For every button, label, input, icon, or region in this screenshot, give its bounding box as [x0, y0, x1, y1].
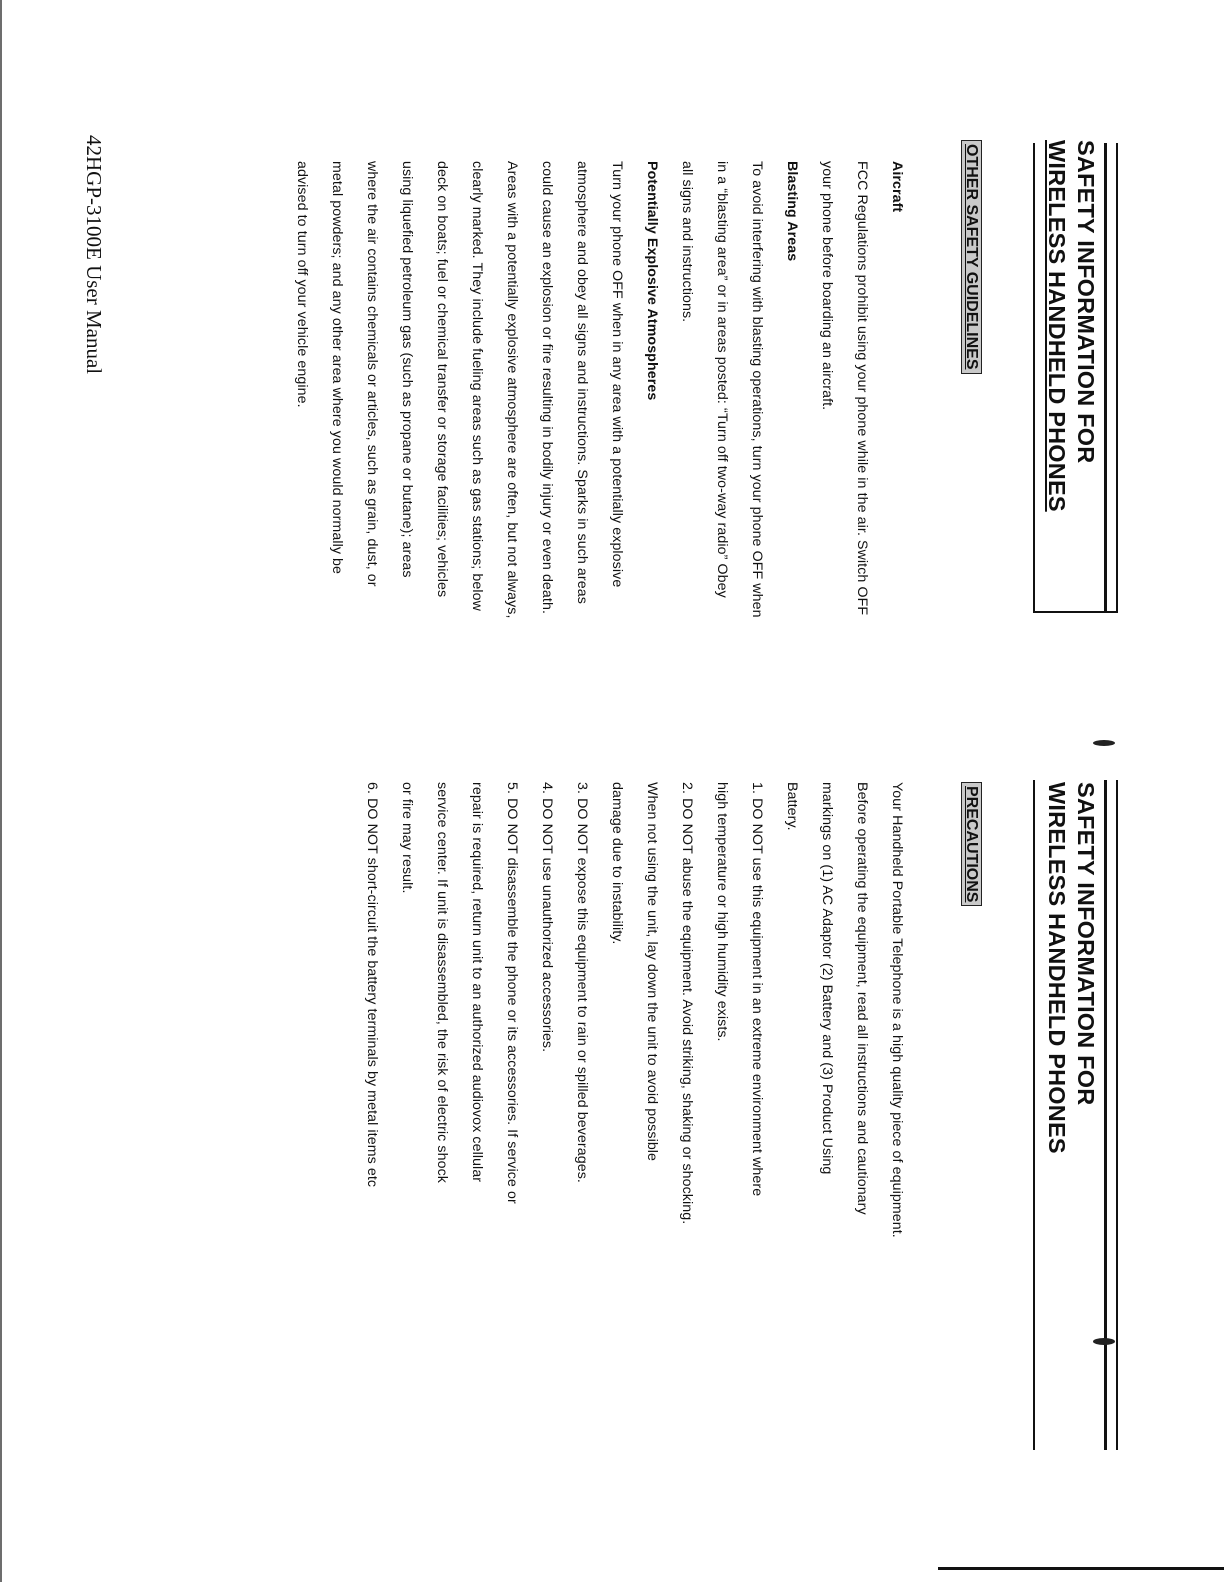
header-rule-thin-left	[1116, 143, 1118, 613]
header-rule-thick-left	[1104, 143, 1107, 613]
body-line: Areas with a potentially explosive atmosphere are often, but not always,	[504, 161, 520, 619]
scan-speck	[1093, 1338, 1115, 1345]
body-line: or fire may result.	[399, 782, 415, 894]
body-line: metal powders; and any other area where you would normally be	[329, 161, 345, 575]
body-line: deck on boats; fuel or chemical transfer or storage facilities; vehicles	[434, 161, 450, 598]
header-rule-inner-right	[1033, 780, 1035, 1450]
body-line: service center. If unit is disassembled, the risk of electric shock	[434, 782, 450, 1183]
heading-aircraft: Aircraft	[889, 161, 905, 213]
body-line: all signs and instructions.	[679, 161, 695, 323]
precaution-item: 3. DO NOT expose this equipment to rain or spilled beverages.	[574, 782, 590, 1183]
body-line: using liquefied petroleum gas (such as propane or butane); areas	[399, 161, 415, 578]
body-line: Before operating the equipment, read all instructions and cautionary	[854, 782, 870, 1215]
header-rule-thin-right	[1116, 780, 1118, 1450]
left-title-line-1: SAFETY INFORMATION FOR	[1073, 140, 1099, 464]
precaution-item: 4. DO NOT use unauthorized accessories.	[539, 782, 555, 1053]
left-title-line-2: WIRELESS HANDHELD PHONES	[1044, 140, 1070, 512]
body-line: in a “blasting area” or in areas posted: “Turn off two-way radio” Obey	[714, 161, 730, 598]
precaution-item: 6. DO NOT short-circuit the battery terminals by metal items etc	[364, 782, 380, 1188]
scan-edge-line	[0, 0, 2, 1582]
left-body-text	[284, 161, 914, 619]
body-line: To avoid interfering with blasting operations, turn your phone OFF when	[749, 161, 765, 618]
precaution-item: 1. DO NOT use this equipment in an extreme environment where	[749, 782, 765, 1197]
footer-manual-title: 42HGP-3100E User Manual	[82, 135, 106, 375]
right-title-line-2: WIRELESS HANDHELD PHONES	[1044, 782, 1070, 1154]
body-line: Your Handheld Portable Telephone is a high quality piece of equipment.	[889, 782, 905, 1238]
header-rule-inner-left	[1033, 143, 1035, 613]
body-line: Battery.	[784, 782, 800, 831]
left-page-title	[1042, 140, 1100, 512]
header-rule-thick-right	[1104, 780, 1107, 1450]
body-line: FCC Regulations prohibit using your phone while in the air. Switch OFF	[854, 161, 870, 616]
body-line: advised to turn off your vehicle engine.	[294, 161, 310, 408]
body-line: high temperature or high humidity exists.	[714, 782, 730, 1042]
right-page-title	[1042, 782, 1100, 1154]
body-line: repair is required, return unit to an authorized audiovox cellular	[469, 782, 485, 1183]
body-line: could cause an explosion or fire resulting in bodily injury or even death.	[539, 161, 555, 614]
right-section-heading	[961, 782, 982, 906]
body-line: When not using the unit, lay down the unit to avoid possible	[644, 782, 660, 1162]
precaution-item: 2. DO NOT abuse the equipment. Avoid striking, shaking or shocking.	[679, 782, 695, 1225]
heading-potentially-explosive-atmospheres: Potentially Explosive Atmospheres	[644, 161, 660, 401]
right-title-line-1: SAFETY INFORMATION FOR	[1073, 782, 1099, 1106]
right-body-text	[354, 782, 914, 1238]
body-line: your phone before boarding an aircraft.	[819, 161, 835, 411]
precautions-heading: PRECAUTIONS	[961, 782, 982, 906]
scan-bottom-line	[938, 1567, 1224, 1570]
body-line: atmosphere and obey all signs and instructions. Sparks in such areas	[574, 161, 590, 604]
heading-blasting-areas: Blasting Areas	[784, 161, 800, 262]
body-line: markings on (1) AC Adaptor (2) Battery and (3) Product Using	[819, 782, 835, 1175]
body-line: damage due to instability.	[609, 782, 625, 945]
header-rule-end-left	[1033, 611, 1118, 613]
other-safety-guidelines-heading: OTHER SAFETY GUIDELINES	[961, 140, 982, 374]
left-section-heading	[961, 140, 982, 374]
body-line: clearly marked. They include fueling areas such as gas stations; below	[469, 161, 485, 611]
precaution-item: 5. DO NOT disassemble the phone or its accessories. If service or	[504, 782, 520, 1204]
body-line: Turn your phone OFF when in any area with a potentially explosive	[609, 161, 625, 588]
scan-speck	[1093, 740, 1115, 746]
body-line: where the air contains chemicals or articles, such as grain, dust, or	[364, 161, 380, 587]
